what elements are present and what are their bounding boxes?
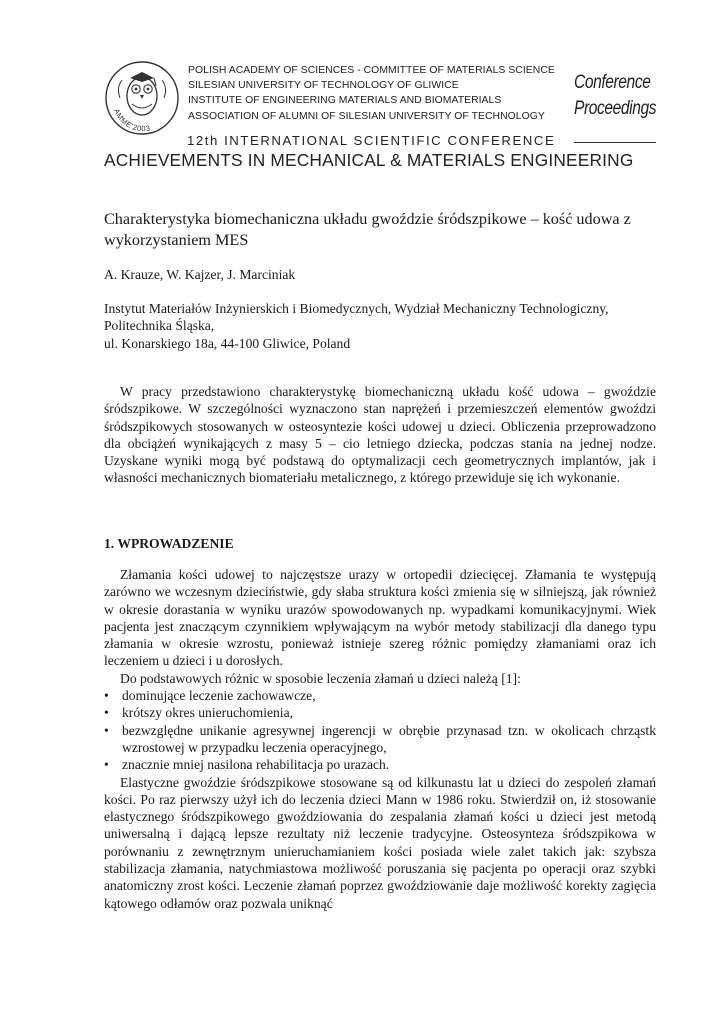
org-line-2: SILESIAN UNIVERSITY OF TECHNOLOGY OF GLIWICE — [188, 80, 459, 92]
conference-logo — [104, 58, 184, 138]
affiliation-line-3: ul. Konarskiego 18a, 44-100 Gliwice, Poland — [104, 335, 351, 351]
org-line-1: POLISH ACADEMY OF SCIENCES - COMMITTEE OF MATERIALS SCIENCE — [188, 65, 555, 76]
list-item — [104, 687, 656, 704]
paper-title: Charakterystyka biomechaniczna układu gwoździe śródszpikowe – kość udowa z wykorzystaniem MES — [104, 210, 631, 249]
svg-text:AMME'2003 — [112, 107, 151, 133]
list-item-text: dominujące leczenie zachowawcze, — [122, 688, 316, 704]
list-item — [104, 722, 656, 757]
organization-list — [188, 63, 568, 124]
intro-paragraph-3: Elastyczne gwoździe śródszpikowe stosowane są od kilkunastu lat u dzieci do zespoleń złamań kości. Po raz pierwszy użył ich do leczenia dzieci Mann w 1986 roku. Stwierdził on, iż stosowanie elastycznego śródszpikowego gwoździowania do zespalania złamań kości u dzieci jest metodą uniwersalną i dającą lepsze rezultaty niż leczenie tradycyjne. Osteosynteza śródszpikowa w porównaniu z zewnętrznym unieruchamianiem kości posiada wiele zalet takich jak: szybsza stabilizacja złamania, natychmiastowa możliwość poruszania się pacjenta po operacji oraz szybki anatomiczny zrost kości. Leczenie złamań poprzez gwoździowanie daje możliwość korekty zagięcia kątowego odłamów oraz pozwala uniknąć — [104, 774, 656, 911]
conference-number: 12th INTERNATIONAL SCIENTIFIC CONFERENCE — [187, 133, 556, 148]
conference-title: ACHIEVEMENTS IN MECHANICAL & MATERIALS ENGINEERING — [104, 150, 634, 170]
affiliation-line-2: Politechnika Śląska, — [104, 318, 215, 334]
header-rule — [574, 142, 656, 143]
bullet-icon: • — [104, 705, 109, 721]
org-line-3: INSTITUTE OF ENGINEERING MATERIALS AND BIOMATERIALS — [188, 95, 502, 107]
affiliation-line-1: Instytut Materiałów Inżynierskich i Biomedycznych, Wydział Mechaniczny Technologiczny, — [104, 301, 609, 316]
intro-paragraph-2: Do podstawowych różnic w sposobie leczenia złamań u dzieci należą [1]: — [120, 670, 521, 686]
badge-line-1: Conference — [574, 72, 651, 93]
introduction-body — [104, 566, 656, 912]
org-line-4: ASSOCIATION OF ALUMNI OF SILESIAN UNIVERSITY OF TECHNOLOGY — [188, 110, 545, 122]
bullet-icon: • — [104, 757, 109, 773]
section-heading: 1. WPROWADZENIE — [104, 536, 234, 551]
list-item-text: krótszy okres unieruchomienia, — [122, 705, 294, 721]
paper-authors: A. Krauze, W. Kajzer, J. Marciniak — [104, 267, 296, 282]
proceedings-badge — [574, 70, 657, 122]
affiliation — [104, 300, 656, 352]
abstract: W pracy przedstawiono charakterystykę biomechaniczną układu kość udowa – gwoździe śródszpikowe. W szczególności wyznaczono stan naprężeń i przemieszczeń elementów gwoździ śródszpikowych stosowanych w osteosyntezie kości udowej u dzieci. Obliczenia przeprowadzono dla obciążeń wynikających z masy 5 – cio letniego dziecka, podczas stania na jednej nodze. Uzyskane wyniki mogą być podstawą do optymalizacji cech geometrycznych implantów, jak i własności mechanicznych biomateriału metalicznego, z którego przewiduje się ich wykonanie. — [104, 384, 656, 486]
logo-caption: AMME'2003 — [112, 107, 152, 134]
differences-list — [104, 687, 656, 773]
intro-paragraph-1: Złamania kości udowej to najczęstsze urazy w ortopedii dziecięcej. Złamania te występują zarówno we wczesnym dzieciństwie, gdy słaba struktura kości zmienia się w silniejszą, jak również w okresie dorastania w wyniku urazów spowodowanych np. wypadkami komunikacyjnymi. Wiek pacjenta jest znaczącym czynnikiem wpływającym na wybór metody stabilizacji dla danego typu złamania w okresie wzrostu, ponieważ istnieje szereg różnic pomiędzy złamaniami oraz ich leczeniem u dzieci i u dorosłych. — [104, 567, 656, 669]
list-item-text: znacznie mniej nasilona rehabilitacja po urazach. — [122, 757, 390, 773]
bullet-icon: • — [104, 722, 109, 738]
list-item-text: bezwzględne unikanie agresywnej ingerencji w obrębie przynasad tzn. w okolicach chrząstk wzrostowej w przypadku leczenia operacyjnego, — [122, 722, 656, 755]
list-item — [104, 756, 656, 773]
bullet-icon: • — [104, 688, 109, 704]
badge-line-2: Proceedings — [574, 98, 657, 119]
list-item — [104, 704, 656, 721]
